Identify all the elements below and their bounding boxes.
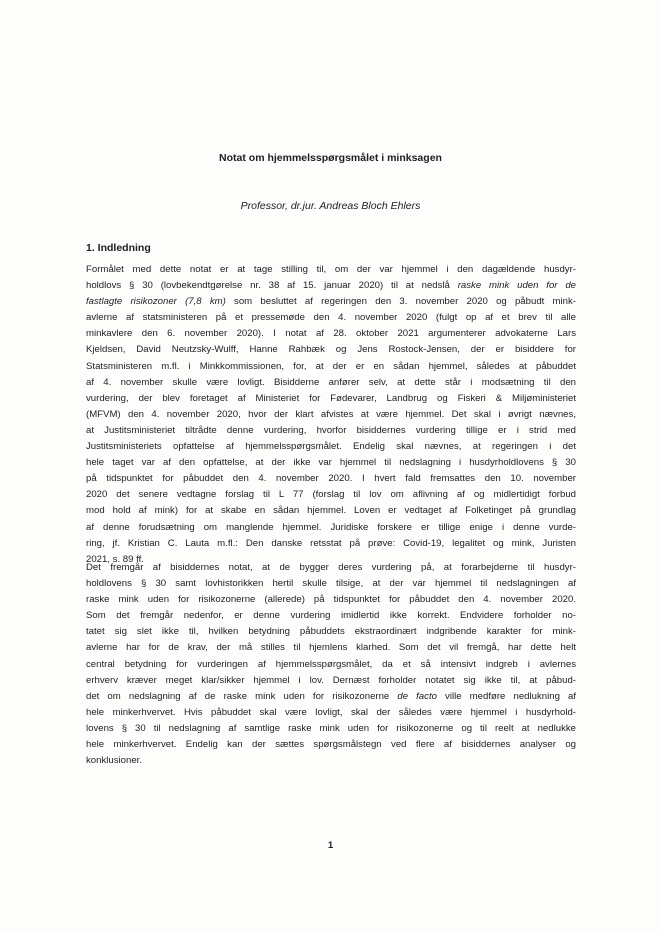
text-line: 2021, s. 89 ff. bbox=[86, 553, 144, 565]
text-line: Det fremgår af bisiddernes notat, at de bygger deres vurdering på, at forarbejderne til husdyr- bbox=[86, 562, 576, 573]
text-segment: som besluttet af regeringen den 3. november 2020 og påbudt mink- bbox=[225, 296, 576, 308]
page-number: 1 bbox=[327, 840, 334, 851]
text-line: hele minkerhvervet. Endelig kan der sættes spørgsmålstegn ved flere af bisiddernes analyser og bbox=[86, 739, 576, 751]
text-line: lovens § 30 til nedslagning af samtlige raske mink uden for risikozonerne og til reelt at nedlukke bbox=[86, 722, 576, 734]
text-line bbox=[86, 294, 576, 310]
text-line: hele taget var af den opfattelse, at der ikke var hjemmel til nedslagning i husdyrholdlovens § 30 bbox=[86, 457, 576, 469]
text-line: avlerne har for de krav, der må stilles til hjemlens klarhed. Som det vil fremgå, har dette helt bbox=[86, 642, 576, 654]
text-line: Statsministeren m.fl. i Minkkommissionen, for, at der er en sådan hjemmel, således at påbuddet bbox=[86, 360, 576, 372]
text-line: Som det fremgår nedenfor, er denne vurdering imidlertid ikke korrekt. Endvidere forholder no- bbox=[86, 610, 576, 622]
text-line: hele minkerhvervet. Hvis påbuddet skal være lovligt, skal der således være hjemmel i husdyrhold- bbox=[86, 706, 576, 718]
text-line: ring, jf. Kristian C. Lauta m.fl.: Den danske retsstat på prøve: Covid-19, legalitet og mink, Juristen bbox=[86, 537, 576, 549]
paragraph-critique bbox=[86, 560, 576, 769]
text-line: på tidspunktet for påbuddet den 4. november 2020. I hvert fald fremsattes den 10. november bbox=[86, 473, 576, 485]
text-line: 2020 det senere vedtagne forslag til L 77 (forslag til lov om aflivning af og midlertidigt forbud bbox=[86, 489, 576, 501]
paragraph-intro bbox=[86, 262, 576, 568]
text-line: vurdering, der blev foretaget af Ministeriet for Fødevarer, Landbrug og Fiskeri & Miljøministeriet bbox=[86, 392, 576, 404]
text-line: avlerne af statsministeren på et pressemøde den 4. november 2020 (fulgt op af et brev til alle bbox=[86, 312, 576, 324]
text-line: konklusioner. bbox=[86, 755, 142, 767]
text-line: central betydning for vurderingen af hjemmelsspørgsmålet, da et så intensivt indgreb i avlernes bbox=[86, 658, 576, 670]
text-line: (MFVM) den 4. november 2020, hvor der klart afvistes at være hjemmel. Det skal i øvrigt nævnes, bbox=[86, 408, 576, 420]
italic-text: fastlagte risikozoner (7,8 km) bbox=[86, 296, 226, 308]
text-line: Formålet med dette notat er at tage stilling til, om der var hjemmel i den dagældende husdyr- bbox=[86, 264, 576, 275]
text-line: tatet sig slet ikke til, hvilken betydning påbuddets ekstraordinært indgribende karakter for mink- bbox=[86, 626, 576, 638]
italic-text: de facto bbox=[397, 690, 437, 702]
text-line: af 4. november skulle være lovligt. Bisidderne anfører selv, at dette står i modsætning til den bbox=[86, 376, 576, 388]
text-line bbox=[86, 278, 576, 294]
document-title: Notat om hjemmelsspørgsmålet i minksagen bbox=[219, 152, 442, 164]
text-line: Kjeldsen, David Neutzsky-Wulff, Hanne Rahbæk og Jens Rostock-Jensen, der er bisiddere for bbox=[86, 344, 576, 356]
section-heading: 1. Indledning bbox=[86, 242, 151, 254]
text-line: holdlovens § 30 samt lovhistorikken hertil skulle tilsige, at der var hjemmel til nedslagningen af bbox=[86, 578, 576, 590]
text-line bbox=[86, 689, 576, 705]
text-line: at Justitsministeriet tiltrådte denne vurdering, hvorfor bisiddernes vurdering tillige er i strid med bbox=[86, 424, 576, 436]
italic-text: raske mink uden for de bbox=[457, 280, 576, 292]
text-segment: ville medføre nedlukning af bbox=[436, 690, 576, 702]
text-line: mod hold af mink) for at skabe en sådan hjemmel. Loven er vedtaget af Folketinget på grundlag bbox=[86, 505, 576, 517]
text-line: erhverv kræver meget klar/sikker hjemmel i lov. Dernæst forholder notatet sig ikke til, at påbud- bbox=[86, 674, 576, 686]
text-segment: holdlovs § 30 (lovbekendtgørelse nr. 38 af 15. januar 2020) til at nedslå bbox=[86, 280, 458, 292]
author-line: Professor, dr.jur. Andreas Bloch Ehlers bbox=[240, 200, 421, 212]
text-line: minkavlere den 6. november 2020). I notat af 28. oktober 2021 argumenterer advokaterne Lars bbox=[86, 328, 576, 340]
text-line: af denne forudsætning om manglende hjemmel. Juridiske forskere er tillige enige i denne vurde- bbox=[86, 521, 576, 533]
text-line: Justitsministeriets opfattelse af hjemmelsspørgsmålet. Endelig skal nævnes, at regeringen i det bbox=[86, 441, 576, 453]
text-segment: det om nedslagning af de raske mink uden for risikozonerne bbox=[86, 690, 398, 702]
text-line: raske mink uden for risikozonerne (allerede) på tidspunktet for påbuddet den 4. november 2020. bbox=[86, 594, 576, 606]
